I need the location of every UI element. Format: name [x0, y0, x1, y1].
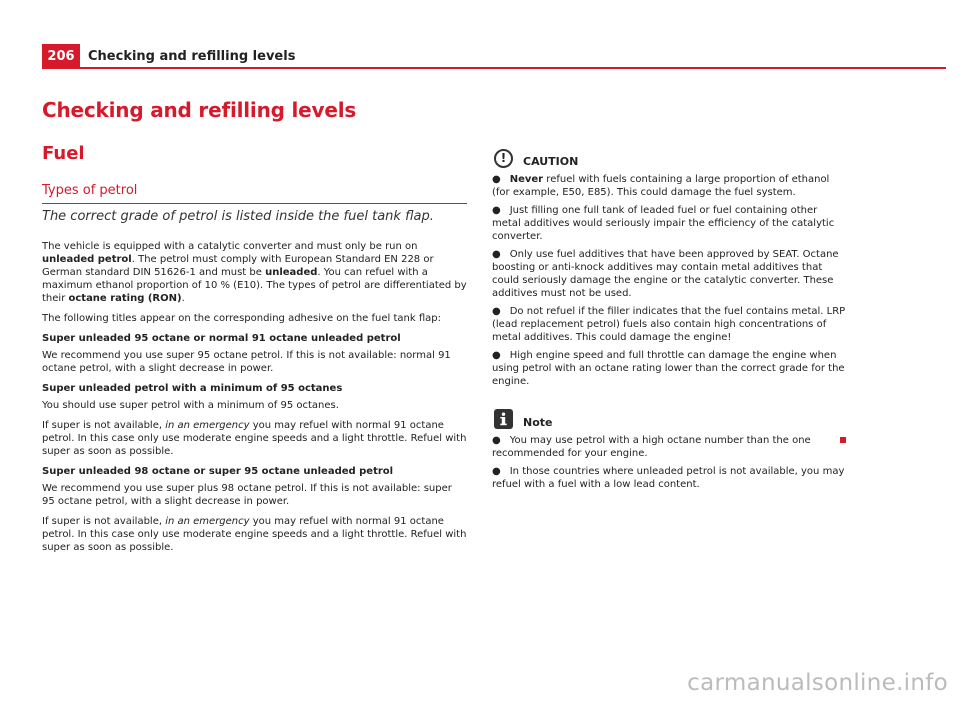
right-column — [492, 146, 848, 496]
note-title: Note — [523, 416, 553, 429]
bullet-icon: ● — [492, 350, 501, 361]
titles-intro-paragraph: The following titles appear on the corresponding adhesive on the fuel tank flap: — [42, 313, 441, 324]
grade-text: We recommend you use super 95 octane petrol. If this is not available: normal 91 octane petrol, with a slight decrease in power. — [42, 350, 451, 374]
note-header — [492, 407, 848, 429]
intro-paragraph: The vehicle is equipped with a catalytic converter and must only be run on unleaded petrol. The petrol must comply with European Standard EN 228 or German standard DIN 51626-1 and must be unleaded. You can refuel with a maximum ethanol proportion of 10 % (E10). The types of petrol are differentiated by their octane rating (RON). — [42, 241, 467, 304]
subsection-title: Types of petrol — [42, 183, 138, 198]
grade-text: We recommend you use super plus 98 octane petrol. If this is not available: super 95 octane petrol, with a slight decrease in power. — [42, 483, 452, 507]
subsection-rule — [42, 203, 467, 204]
page-header — [42, 44, 946, 70]
watermark: carmanualsonline.info — [687, 670, 948, 696]
emergency-paragraph: If super is not available, in an emergency you may refuel with normal 91 octane petrol. In this case only use moderate engine speeds and a light throttle. Refuel with super as soon as possible. — [42, 420, 467, 457]
caution-header — [492, 146, 848, 168]
section-end-marker — [840, 437, 846, 443]
lead-text: The correct grade of petrol is listed inside the fuel tank flap. — [42, 209, 434, 224]
left-column — [42, 240, 467, 561]
emphasis-octane-rating: octane rating (RON) — [68, 293, 182, 304]
emergency-paragraph: If super is not available, in an emergency you may refuel with normal 91 octane petrol. In this case only use moderate engine speeds and a light throttle. Refuel with super as soon as possible. — [42, 516, 467, 553]
caution-title: CAUTION — [523, 155, 579, 168]
emphasis-unleaded-petrol: unleaded petrol — [42, 254, 132, 265]
caution-item: ● Never refuel with fuels containing a large proportion of ethanol (for example, E50, E85). This could damage the fuel system. — [492, 174, 830, 198]
bullet-icon: ● — [492, 174, 501, 185]
caution-item: ● Do not refuel if the filler indicates that the fuel contains metal. LRP (lead replacement petrol) fuels also contain high concentrations of metal additives. This could damage the engine! — [492, 306, 846, 343]
emphasis-unleaded: unleaded — [265, 267, 318, 278]
note-item: ● In those countries where unleaded petrol is not available, you may refuel with a fuel with a low lead content. — [492, 466, 845, 490]
caution-item: ● Only use fuel additives that have been approved by SEAT. Octane boosting or anti-knock additives may contain metal additives that could seriously damage the engine or the catalytic converter. These additives must not be used. — [492, 249, 839, 299]
info-icon — [494, 409, 513, 429]
grade-title: Super unleaded petrol with a minimum of 95 octanes — [42, 383, 343, 394]
page-number: 206 — [42, 44, 80, 68]
caution-item: ● Just filling one full tank of leaded fuel or fuel containing other metal additives would seriously impair the efficiency of the catalytic converter. — [492, 205, 835, 242]
caution-icon: ! — [494, 149, 513, 168]
grade-title: Super unleaded 98 octane or super 95 octane unleaded petrol — [42, 466, 394, 477]
header-rule — [42, 67, 946, 69]
chapter-title: Checking and refilling levels — [42, 98, 357, 122]
grade-text: You should use super petrol with a minimum of 95 octanes. — [42, 400, 339, 411]
bullet-icon: ● — [492, 306, 501, 317]
caution-item: ● High engine speed and full throttle can damage the engine when using petrol with an octane rating lower than the correct grade for the engine. — [492, 350, 845, 387]
bullet-icon: ● — [492, 205, 501, 216]
running-title: Checking and refilling levels — [88, 49, 296, 64]
grade-title: Super unleaded 95 octane or normal 91 octane unleaded petrol — [42, 333, 401, 344]
section-title: Fuel — [42, 143, 85, 164]
bullet-icon: ● — [492, 435, 501, 446]
bullet-icon: ● — [492, 249, 501, 260]
note-item: ● You may use petrol with a high octane number than the one recommended for your engine. — [492, 435, 811, 459]
bullet-icon: ● — [492, 466, 501, 477]
